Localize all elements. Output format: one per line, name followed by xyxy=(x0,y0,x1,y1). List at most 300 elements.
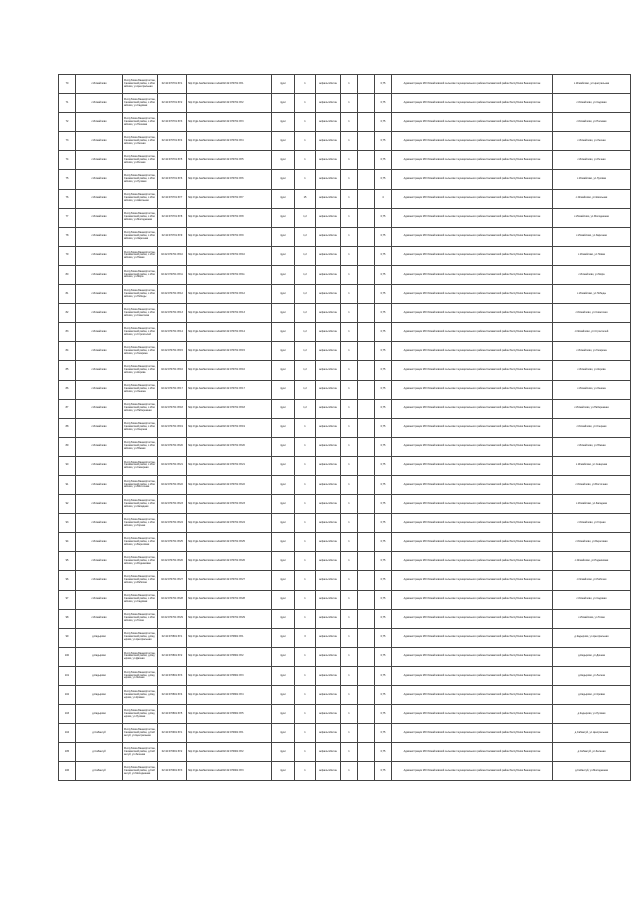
road-width-cell: 1 xyxy=(295,514,316,533)
road-category-cell: грунт xyxy=(272,533,295,552)
lane-count-cell: 1 xyxy=(341,456,358,475)
road-width-cell: 1,2 xyxy=(295,285,316,304)
road-length-cell: 0,75 xyxy=(375,590,392,609)
road-width-cell: 1,2 xyxy=(295,265,316,284)
owner-organization-cell: Администрация МО Исмайловский сельсовет муниципального района Салаватский район Республики Башкортостан xyxy=(392,94,553,113)
cadastral-number-cell: 02:42:070801:ЗУ4 xyxy=(158,686,187,705)
table-row xyxy=(59,743,631,762)
row-number-cell: 88 xyxy=(59,418,76,437)
road-name-cell: с.Исмайлово, ул.Ленина xyxy=(553,380,631,399)
empty-cell xyxy=(358,437,375,456)
road-width-cell: 1 xyxy=(295,590,316,609)
owner-organization-cell: Администрация МО Исмайловский сельсовет муниципального района Салаватский район Республики Башкортостан xyxy=(392,628,553,647)
cadastral-link-cell: http://rgis.bashkortostan.ru/kad/02:42:070701:ЗУ19 xyxy=(187,418,272,437)
location-description-cell: Республика Башкортостан, Салаватский район, с.Исмайлово, ул.Мира xyxy=(123,265,158,284)
location-description-cell: Республика Башкортостан, Салаватский район, с.Исмайлово, ул.Родниковая xyxy=(123,552,158,571)
road-category-cell: грунт xyxy=(272,132,295,151)
cadastral-number-cell: 02:42:070701:ЗУ4 xyxy=(158,132,187,151)
owner-organization-cell: Администрация МО Исмайловский сельсовет муниципального района Салаватский район Республики Башкортостан xyxy=(392,132,553,151)
row-number-cell: 86 xyxy=(59,380,76,399)
row-number-cell: 92 xyxy=(59,495,76,514)
row-number-cell: 90 xyxy=(59,456,76,475)
owner-organization-cell: Администрация МО Исмайловский сельсовет муниципального района Салаватский район Республики Башкортостан xyxy=(392,724,553,743)
empty-cell xyxy=(358,666,375,685)
road-length-cell: 0,75 xyxy=(375,437,392,456)
row-number-cell: 72 xyxy=(59,113,76,132)
settlement-name-cell: с.Исмайлово xyxy=(76,456,123,475)
lane-count-cell: 1 xyxy=(341,418,358,437)
location-description-cell: Республика Башкортостан, Салаватский район, с.Исмайлово, ул.Садовая xyxy=(123,590,158,609)
location-description-cell: Республика Башкортостан, Салаватский район, с.Исмайлово, ул.Рабочая xyxy=(123,571,158,590)
cadastral-number-cell: 02:42:070701:ЗУ15 xyxy=(158,342,187,361)
road-width-cell: 15 xyxy=(295,189,316,208)
surface-type-cell: асфальтобетон xyxy=(316,380,341,399)
lane-count-cell: 1 xyxy=(341,705,358,724)
owner-organization-cell: Администрация МО Исмайловский сельсовет муниципального района Салаватский район Республики Башкортостан xyxy=(392,571,553,590)
road-width-cell: 1 xyxy=(295,418,316,437)
cadastral-link-cell: http://rgis.bashkortostan.ru/kad/02:42:070901:ЗУ1 xyxy=(187,724,272,743)
surface-type-cell: асфальтобетон xyxy=(316,552,341,571)
road-name-cell: д.Кадырово, ул.Лесная xyxy=(553,666,631,685)
road-width-cell: 1 xyxy=(295,686,316,705)
cadastral-link-cell: http://rgis.bashkortostan.ru/kad/02:42:070701:ЗУ8 xyxy=(187,208,272,227)
row-number-cell: 98 xyxy=(59,609,76,628)
location-description-cell: Республика Башкортостан, Салаватский район, с.Исмайлово, ул.Северная xyxy=(123,456,158,475)
table-row xyxy=(59,418,631,437)
road-width-cell: 1 xyxy=(295,571,316,590)
location-description-cell: Республика Башкортостан, Салаватский район, с.Исмайлово, ул.Южная xyxy=(123,437,158,456)
road-width-cell: 1 xyxy=(295,705,316,724)
road-category-cell: грунт xyxy=(272,628,295,647)
row-number-cell: 79 xyxy=(59,246,76,265)
lane-count-cell: 1 xyxy=(341,189,358,208)
row-number-cell: 76 xyxy=(59,189,76,208)
table-row xyxy=(59,514,631,533)
road-category-cell: грунт xyxy=(272,265,295,284)
road-length-cell: 0,75 xyxy=(375,705,392,724)
row-number-cell: 82 xyxy=(59,304,76,323)
settlement-name-cell: с.Исмайлово xyxy=(76,380,123,399)
empty-cell xyxy=(358,246,375,265)
location-description-cell: Республика Башкортостан, Салаватский район, д.Кадырово, ул.Лесная xyxy=(123,666,158,685)
settlement-name-cell: с.Исмайлово xyxy=(76,75,123,94)
cadastral-number-cell: 02:42:070701:ЗУ13 xyxy=(158,304,187,323)
table-row xyxy=(59,647,631,666)
table-row xyxy=(59,361,631,380)
row-number-cell: 99 xyxy=(59,628,76,647)
road-length-cell: 0,75 xyxy=(375,342,392,361)
road-name-cell: с.Исмайлово, ул.Западная xyxy=(553,495,631,514)
row-number-cell: 89 xyxy=(59,437,76,456)
road-width-cell: 1,2 xyxy=(295,361,316,380)
road-name-cell: с.Исмайлово, ул.Береговая xyxy=(553,533,631,552)
location-description-cell: Республика Башкортостан, Салаватский район, с.Исмайлово, ул.Луговая xyxy=(123,170,158,189)
surface-type-cell: асфальтобетон xyxy=(316,361,341,380)
location-description-cell: Республика Башкортостан, Салаватский район, с.Исмайлово, ул.Лесная xyxy=(123,132,158,151)
row-number-cell: 97 xyxy=(59,590,76,609)
road-category-cell: грунт xyxy=(272,304,295,323)
road-name-cell: с.Исмайлово, ул.Восточная xyxy=(553,475,631,494)
lane-count-cell: 1 xyxy=(341,686,358,705)
lane-count-cell: 1 xyxy=(341,475,358,494)
table-row xyxy=(59,94,631,113)
road-name-cell: с.Исмайлово, ул.Родниковая xyxy=(553,552,631,571)
road-width-cell: 1 xyxy=(295,609,316,628)
road-category-cell: грунт xyxy=(272,418,295,437)
settlement-name-cell: с.Исмайлово xyxy=(76,609,123,628)
table-row xyxy=(59,380,631,399)
cadastral-number-cell: 02:42:070701:ЗУ17 xyxy=(158,380,187,399)
cadastral-link-cell: http://rgis.bashkortostan.ru/kad/02:42:070701:ЗУ2 xyxy=(187,94,272,113)
owner-organization-cell: Администрация МО Исмайловский сельсовет муниципального района Салаватский район Республики Башкортостан xyxy=(392,762,553,781)
location-description-cell: Республика Башкортостан, Салаватский район, с.Исмайлово, ул.Кирова xyxy=(123,361,158,380)
location-description-cell: Республика Башкортостан, Салаватский район, д.Кадырово, ул.Дачная xyxy=(123,647,158,666)
owner-organization-cell: Администрация МО Исмайловский сельсовет муниципального района Салаватский район Республики Башкортостан xyxy=(392,552,553,571)
table-row xyxy=(59,151,631,170)
location-description-cell: Республика Башкортостан, Салаватский район, с.Исмайлово, ул.Заречная xyxy=(123,227,158,246)
lane-count-cell: 1 xyxy=(341,762,358,781)
road-length-cell: 0,75 xyxy=(375,609,392,628)
road-width-cell: 1 xyxy=(295,75,316,94)
row-number-cell: 77 xyxy=(59,208,76,227)
owner-organization-cell: Администрация МО Исмайловский сельсовет муниципального района Салаватский район Республики Башкортостан xyxy=(392,208,553,227)
table-row xyxy=(59,227,631,246)
table-row xyxy=(59,628,631,647)
road-length-cell: 0,75 xyxy=(375,724,392,743)
road-name-cell: д.Кадырово, ул.Луговая xyxy=(553,705,631,724)
row-number-cell: 83 xyxy=(59,323,76,342)
cadastral-link-cell: http://rgis.bashkortostan.ru/kad/02:42:070701:ЗУ7 xyxy=(187,189,272,208)
road-width-cell: 1,2 xyxy=(295,380,316,399)
cadastral-link-cell: http://rgis.bashkortostan.ru/kad/02:42:070701:ЗУ26 xyxy=(187,552,272,571)
cadastral-number-cell: 02:42:070701:ЗУ27 xyxy=(158,571,187,590)
road-width-cell: 1 xyxy=(295,170,316,189)
road-category-cell: грунт xyxy=(272,666,295,685)
owner-organization-cell: Администрация МО Исмайловский сельсовет муниципального района Салаватский район Республики Башкортостан xyxy=(392,686,553,705)
road-length-cell: 0,75 xyxy=(375,151,392,170)
empty-cell xyxy=(358,227,375,246)
lane-count-cell: 1 xyxy=(341,552,358,571)
cadastral-number-cell: 02:42:070701:ЗУ18 xyxy=(158,399,187,418)
cadastral-number-cell: 02:42:070701:ЗУ5 xyxy=(158,151,187,170)
road-category-cell: грунт xyxy=(272,361,295,380)
row-number-cell: 94 xyxy=(59,533,76,552)
road-category-cell: грунт xyxy=(272,571,295,590)
lane-count-cell: 1 xyxy=(341,437,358,456)
road-length-cell: 0,75 xyxy=(375,456,392,475)
surface-type-cell: асфальтобетон xyxy=(316,170,341,189)
cadastral-number-cell: 02:42:070701:ЗУ20 xyxy=(158,437,187,456)
lane-count-cell: 1 xyxy=(341,399,358,418)
road-name-cell: с.Исмайлово, ул.Молодежная xyxy=(553,208,631,227)
settlement-name-cell: с.Исмайлово xyxy=(76,533,123,552)
lane-count-cell: 1 xyxy=(341,285,358,304)
road-width-cell: 3 xyxy=(295,628,316,647)
settlement-name-cell: с.Исмайлово xyxy=(76,475,123,494)
cadastral-number-cell: 02:42:070801:ЗУ3 xyxy=(158,666,187,685)
location-description-cell: Республика Башкортостан, Салаватский район, с.Исмайлово, ул.Горная xyxy=(123,514,158,533)
table-row xyxy=(59,170,631,189)
empty-cell xyxy=(358,285,375,304)
cadastral-number-cell: 02:42:070701:ЗУ26 xyxy=(158,552,187,571)
empty-cell xyxy=(358,361,375,380)
surface-type-cell: асфальтобетон xyxy=(316,456,341,475)
road-width-cell: 1,2 xyxy=(295,208,316,227)
surface-type-cell: асфальтобетон xyxy=(316,628,341,647)
cadastral-number-cell: 02:42:070901:ЗУ1 xyxy=(158,724,187,743)
surface-type-cell: асфальтобетон xyxy=(316,724,341,743)
cadastral-link-cell: http://rgis.bashkortostan.ru/kad/02:42:070701:ЗУ29 xyxy=(187,609,272,628)
road-width-cell: 1 xyxy=(295,456,316,475)
cadastral-link-cell: http://rgis.bashkortostan.ru/kad/02:42:070701:ЗУ12 xyxy=(187,285,272,304)
cadastral-number-cell: 02:42:070701:ЗУ3 xyxy=(158,113,187,132)
empty-cell xyxy=(358,113,375,132)
road-category-cell: грунт xyxy=(272,399,295,418)
location-description-cell: Республика Башкортостан, Салаватский район, с.Исмайлово, ул.Новая xyxy=(123,246,158,265)
lane-count-cell: 1 xyxy=(341,227,358,246)
owner-organization-cell: Администрация МО Исмайловский сельсовет муниципального района Салаватский район Республики Башкортостан xyxy=(392,609,553,628)
row-number-cell: 87 xyxy=(59,399,76,418)
road-width-cell: 1 xyxy=(295,132,316,151)
lane-count-cell: 1 xyxy=(341,113,358,132)
owner-organization-cell: Администрация МО Исмайловский сельсовет муниципального района Салаватский район Республики Башкортостан xyxy=(392,456,553,475)
table-row xyxy=(59,285,631,304)
road-category-cell: грунт xyxy=(272,743,295,762)
location-description-cell: Республика Башкортостан, Салаватский район, с.Исмайлово, ул.Советская xyxy=(123,304,158,323)
table-row xyxy=(59,705,631,724)
row-number-cell: 73 xyxy=(59,132,76,151)
road-length-cell: 0,75 xyxy=(375,743,392,762)
cadastral-link-cell: http://rgis.bashkortostan.ru/kad/02:42:070701:ЗУ6 xyxy=(187,170,272,189)
cadastral-number-cell: 02:42:070701:ЗУ22 xyxy=(158,475,187,494)
settlement-name-cell: с.Исмайлово xyxy=(76,94,123,113)
surface-type-cell: асфальтобетон xyxy=(316,475,341,494)
cadastral-link-cell: http://rgis.bashkortostan.ru/kad/02:42:070701:ЗУ23 xyxy=(187,495,272,514)
cadastral-link-cell: http://rgis.bashkortostan.ru/kad/02:42:070901:ЗУ3 xyxy=(187,762,272,781)
settlement-name-cell: с.Исмайлово xyxy=(76,246,123,265)
road-length-cell: 0,75 xyxy=(375,552,392,571)
cadastral-number-cell: 02:42:070701:ЗУ12 xyxy=(158,285,187,304)
empty-cell xyxy=(358,533,375,552)
settlement-name-cell: с.Исмайлово xyxy=(76,285,123,304)
owner-organization-cell: Администрация МО Исмайловский сельсовет муниципального района Салаватский район Республики Башкортостан xyxy=(392,170,553,189)
road-width-cell: 1 xyxy=(295,724,316,743)
row-number-cell: 96 xyxy=(59,571,76,590)
settlement-name-cell: д.Сабантуй xyxy=(76,743,123,762)
road-width-cell: 1 xyxy=(295,647,316,666)
cadastral-link-cell: http://rgis.bashkortostan.ru/kad/02:42:070701:ЗУ22 xyxy=(187,475,272,494)
surface-type-cell: асфальтобетон xyxy=(316,533,341,552)
road-category-cell: грунт xyxy=(272,113,295,132)
table-row xyxy=(59,323,631,342)
row-number-cell: 84 xyxy=(59,342,76,361)
road-name-cell: с.Исмайлово, ул.Кирова xyxy=(553,361,631,380)
lane-count-cell: 1 xyxy=(341,170,358,189)
empty-cell xyxy=(358,418,375,437)
road-length-cell: 0,75 xyxy=(375,533,392,552)
road-name-cell: с.Исмайлово, ул.Садовая xyxy=(553,94,631,113)
settlement-name-cell: с.Исмайлово xyxy=(76,208,123,227)
owner-organization-cell: Администрация МО Исмайловский сельсовет муниципального района Салаватский район Республики Башкортостан xyxy=(392,323,553,342)
cadastral-link-cell: http://rgis.bashkortostan.ru/kad/02:42:070701:ЗУ3 xyxy=(187,113,272,132)
empty-cell xyxy=(358,705,375,724)
location-description-cell: Республика Башкортостан, Салаватский район, с.Исмайлово, ул.Ленина xyxy=(123,380,158,399)
cadastral-link-cell: http://rgis.bashkortostan.ru/kad/02:42:070801:ЗУ2 xyxy=(187,647,272,666)
settlement-name-cell: д.Кадырово xyxy=(76,647,123,666)
cadastral-link-cell: http://rgis.bashkortostan.ru/kad/02:42:070801:ЗУ5 xyxy=(187,705,272,724)
settlement-name-cell: с.Исмайлово xyxy=(76,495,123,514)
cadastral-number-cell: 02:42:070901:ЗУ2 xyxy=(158,743,187,762)
cadastral-link-cell: http://rgis.bashkortostan.ru/kad/02:42:070801:ЗУ3 xyxy=(187,666,272,685)
road-category-cell: грунт xyxy=(272,208,295,227)
cadastral-link-cell: http://rgis.bashkortostan.ru/kad/02:42:070701:ЗУ14 xyxy=(187,323,272,342)
settlement-name-cell: д.Кадырово xyxy=(76,666,123,685)
row-number-cell: 105 xyxy=(59,743,76,762)
road-name-cell: с.Исмайлово, ул.Новая xyxy=(553,246,631,265)
road-category-cell: грунт xyxy=(272,437,295,456)
table-row xyxy=(59,686,631,705)
empty-cell xyxy=(358,514,375,533)
cadastral-number-cell: 02:42:070701:ЗУ28 xyxy=(158,590,187,609)
location-description-cell: Республика Башкортостан, Салаватский район, с.Исмайлово, ул.Западная xyxy=(123,495,158,514)
road-length-cell: 0,75 xyxy=(375,323,392,342)
row-number-cell: 80 xyxy=(59,265,76,284)
location-description-cell: Республика Башкортостан, Салаватский район, д.Сабантуй, ул.Зеленая xyxy=(123,743,158,762)
surface-type-cell: асфальтобетон xyxy=(316,495,341,514)
row-number-cell: 78 xyxy=(59,227,76,246)
row-number-cell: 74 xyxy=(59,151,76,170)
road-category-cell: грунт xyxy=(272,189,295,208)
cadastral-number-cell: 02:42:070701:ЗУ19 xyxy=(158,418,187,437)
road-category-cell: грунт xyxy=(272,724,295,743)
table-row xyxy=(59,113,631,132)
surface-type-cell: асфальтобетон xyxy=(316,323,341,342)
lane-count-cell: 1 xyxy=(341,75,358,94)
table-row xyxy=(59,437,631,456)
road-width-cell: 1,2 xyxy=(295,246,316,265)
cadastral-number-cell: 02:42:070701:ЗУ23 xyxy=(158,495,187,514)
cadastral-number-cell: 02:42:070701:ЗУ9 xyxy=(158,227,187,246)
owner-organization-cell: Администрация МО Исмайловский сельсовет муниципального района Салаватский район Республики Башкортостан xyxy=(392,227,553,246)
surface-type-cell: асфальтобетон xyxy=(316,208,341,227)
road-category-cell: грунт xyxy=(272,514,295,533)
road-length-cell: 0,75 xyxy=(375,475,392,494)
row-number-cell: 106 xyxy=(59,762,76,781)
road-name-cell: с.Исмайлово, ул.Южная xyxy=(553,437,631,456)
cadastral-number-cell: 02:42:070701:ЗУ7 xyxy=(158,189,187,208)
surface-type-cell: асфальтобетон xyxy=(316,590,341,609)
table-row xyxy=(59,75,631,94)
surface-type-cell: асфальтобетон xyxy=(316,514,341,533)
road-name-cell: с.Исмайлово, ул.Лесная xyxy=(553,132,631,151)
owner-organization-cell: Администрация МО Исмайловский сельсовет муниципального района Салаватский район Республики Башкортостан xyxy=(392,304,553,323)
location-description-cell: Республика Башкортостан, Салаватский район, с.Исмайлово, ул.Речная xyxy=(123,151,158,170)
owner-organization-cell: Администрация МО Исмайловский сельсовет муниципального района Салаватский район Республики Башкортостан xyxy=(392,743,553,762)
road-name-cell: с.Исмайлово, ул.Речная xyxy=(553,151,631,170)
road-length-cell: 0,75 xyxy=(375,762,392,781)
location-description-cell: Республика Башкортостан, Салаватский район, д.Сабантуй, ул.Центральная xyxy=(123,724,158,743)
lane-count-cell: 1 xyxy=(341,265,358,284)
cadastral-link-cell: http://rgis.bashkortostan.ru/kad/02:42:070701:ЗУ27 xyxy=(187,571,272,590)
road-name-cell: д.Кадырово, ул.Кривая xyxy=(553,686,631,705)
empty-cell xyxy=(358,132,375,151)
location-description-cell: Республика Башкортостан, Салаватский район, с.Исмайлово, ул.Набережная xyxy=(123,399,158,418)
location-description-cell: Республика Башкортостан, Салаватский район, д.Кадырово, ул.Луговая xyxy=(123,705,158,724)
empty-cell xyxy=(358,571,375,590)
road-name-cell: с.Исмайлово, ул.Луговая xyxy=(553,170,631,189)
settlement-name-cell: с.Исмайлово xyxy=(76,590,123,609)
road-width-cell: 1 xyxy=(295,113,316,132)
road-category-cell: грунт xyxy=(272,170,295,189)
road-length-cell: 0,75 xyxy=(375,113,392,132)
road-length-cell: 0,75 xyxy=(375,686,392,705)
cadastral-link-cell: http://rgis.bashkortostan.ru/kad/02:42:070701:ЗУ4 xyxy=(187,132,272,151)
road-category-cell: грунт xyxy=(272,285,295,304)
surface-type-cell: асфальтобетон xyxy=(316,285,341,304)
cadastral-link-cell: http://rgis.bashkortostan.ru/kad/02:42:070701:ЗУ1 xyxy=(187,75,272,94)
lane-count-cell: 1 xyxy=(341,743,358,762)
cadastral-link-cell: http://rgis.bashkortostan.ru/kad/02:42:070701:ЗУ21 xyxy=(187,456,272,475)
road-name-cell: с.Исмайлово, ул.Советская xyxy=(553,304,631,323)
road-width-cell: 1 xyxy=(295,495,316,514)
owner-organization-cell: Администрация МО Исмайловский сельсовет муниципального района Салаватский район Республики Башкортостан xyxy=(392,113,553,132)
row-number-cell: 70 xyxy=(59,75,76,94)
lane-count-cell: 1 xyxy=(341,495,358,514)
owner-organization-cell: Администрация МО Исмайловский сельсовет муниципального района Салаватский район Республики Башкортостан xyxy=(392,418,553,437)
cadastral-link-cell: http://rgis.bashkortostan.ru/kad/02:42:070701:ЗУ10 xyxy=(187,246,272,265)
location-description-cell: Республика Башкортостан, Салаватский район, с.Исмайлово, ул.Гагарина xyxy=(123,342,158,361)
lane-count-cell: 1 xyxy=(341,323,358,342)
table-row xyxy=(59,533,631,552)
location-description-cell: Республика Башкортостан, Салаватский район, с.Исмайлово, ул.Садовая xyxy=(123,94,158,113)
cadastral-number-cell: 02:42:070801:ЗУ1 xyxy=(158,628,187,647)
table-row xyxy=(59,208,631,227)
road-category-cell: грунт xyxy=(272,647,295,666)
lane-count-cell: 1 xyxy=(341,514,358,533)
lane-count-cell: 1 xyxy=(341,132,358,151)
surface-type-cell: асфальтобетон xyxy=(316,113,341,132)
cadastral-link-cell: http://rgis.bashkortostan.ru/kad/02:42:070701:ЗУ28 xyxy=(187,590,272,609)
road-category-cell: грунт xyxy=(272,609,295,628)
road-name-cell: с.Исмайлово, ул.Садовая xyxy=(553,590,631,609)
road-length-cell: 4 xyxy=(375,189,392,208)
location-description-cell: Республика Башкортостан, Салаватский район, с.Исмайлово, ул.Школьная xyxy=(123,189,158,208)
empty-cell xyxy=(358,743,375,762)
table-row xyxy=(59,571,631,590)
road-name-cell: с.Исмайлово, ул.Озерная xyxy=(553,418,631,437)
cadastral-link-cell: http://rgis.bashkortostan.ru/kad/02:42:070701:ЗУ16 xyxy=(187,361,272,380)
cadastral-link-cell: http://rgis.bashkortostan.ru/kad/02:42:070701:ЗУ18 xyxy=(187,399,272,418)
empty-cell xyxy=(358,208,375,227)
cadastral-number-cell: 02:42:070701:ЗУ1 xyxy=(158,75,187,94)
empty-cell xyxy=(358,628,375,647)
empty-cell xyxy=(358,323,375,342)
road-width-cell: 1 xyxy=(295,743,316,762)
road-name-cell: д.Сабантуй, ул.Центральная xyxy=(553,724,631,743)
road-name-cell: с.Исмайлово, ул.Горная xyxy=(553,514,631,533)
owner-organization-cell: Администрация МО Исмайловский сельсовет муниципального района Салаватский район Республики Башкортостан xyxy=(392,514,553,533)
settlement-name-cell: с.Исмайлово xyxy=(76,189,123,208)
lane-count-cell: 1 xyxy=(341,666,358,685)
road-length-cell: 0,75 xyxy=(375,227,392,246)
lane-count-cell: 1 xyxy=(341,342,358,361)
lane-count-cell: 1 xyxy=(341,628,358,647)
road-category-cell: грунт xyxy=(272,380,295,399)
surface-type-cell: асфальтобетон xyxy=(316,666,341,685)
empty-cell xyxy=(358,647,375,666)
road-length-cell: 0,75 xyxy=(375,380,392,399)
location-description-cell: Республика Башкортостан, Салаватский район, с.Исмайлово, ул.Береговая xyxy=(123,533,158,552)
